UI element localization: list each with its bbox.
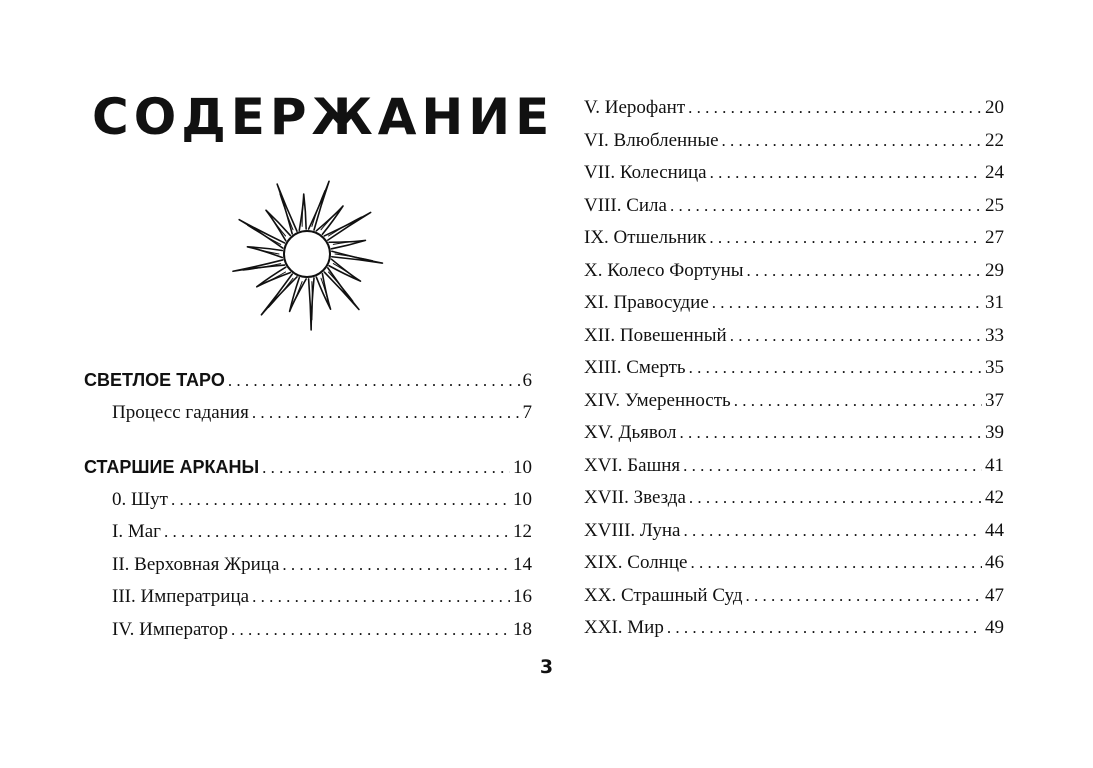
sun-ray	[316, 274, 330, 309]
toc-entry-page-number: 27	[985, 227, 1004, 248]
sun-ornament-icon	[229, 176, 385, 332]
toc-entry[interactable]	[84, 397, 532, 430]
toc-entry[interactable]	[584, 92, 1004, 125]
page-number: 3	[539, 656, 554, 678]
dot-leader	[688, 92, 982, 125]
dot-leader	[679, 417, 982, 450]
toc-entry-page-number: 31	[985, 292, 1004, 313]
toc-entry-title: XIV. Умеренность	[584, 389, 731, 411]
toc-entry-page-number: 14	[513, 553, 532, 575]
toc-entry-title: XIX. Солнце	[584, 552, 688, 573]
toc-entry-title: XVI. Башня	[584, 454, 681, 476]
dot-leader	[710, 157, 982, 190]
dot-leader	[709, 222, 982, 255]
dot-leader	[734, 385, 982, 418]
toc-entry-page-number: 42	[985, 487, 1004, 508]
dot-leader	[282, 549, 510, 582]
toc-entry[interactable]	[584, 482, 1004, 515]
toc-entry-page-number: 39	[985, 422, 1004, 443]
sun-disc	[284, 231, 330, 277]
toc-entry[interactable]	[584, 157, 1004, 190]
toc-entry-page-number: 24	[985, 162, 1004, 183]
toc-right-column	[584, 92, 1004, 645]
toc-entry-page-number: 22	[985, 129, 1004, 151]
toc-entry-page-number: 25	[985, 194, 1004, 216]
toc-entry[interactable]	[584, 547, 1004, 580]
toc-entry-page-number: 37	[985, 389, 1004, 411]
toc-entry[interactable]	[84, 516, 532, 549]
dot-leader	[683, 450, 982, 483]
sun-ray	[247, 247, 282, 258]
dot-leader	[689, 352, 982, 385]
dot-leader	[712, 287, 982, 320]
sun-ray-line	[268, 278, 293, 307]
toc-entry-page-number: 6	[522, 370, 532, 391]
toc-entry-title: XXI. Мир	[584, 617, 664, 638]
toc-entry[interactable]	[584, 320, 1004, 353]
toc-entry-title: XII. Повешенный	[584, 324, 727, 346]
toc-entry[interactable]	[584, 385, 1004, 418]
toc-entry-title: СВЕТЛОЕ ТАРО	[84, 370, 225, 390]
toc-entry-page-number: 18	[513, 618, 532, 640]
toc-entry-page-number: 35	[985, 357, 1004, 378]
toc-entry-title: XX. Страшный Суд	[584, 584, 743, 606]
toc-entry-title: 0. Шут	[112, 488, 168, 510]
toc-entry[interactable]	[584, 255, 1004, 288]
toc-entry-title: XV. Дьявол	[584, 422, 677, 443]
toc-entry[interactable]	[584, 287, 1004, 320]
toc-entry-title: IX. Отшельник	[584, 227, 707, 248]
dot-leader	[164, 516, 510, 549]
toc-entry-page-number: 46	[985, 552, 1004, 573]
dot-leader	[262, 452, 510, 485]
toc-entry-page-number: 33	[985, 324, 1004, 346]
toc-entry[interactable]	[584, 612, 1004, 645]
toc-entry[interactable]	[84, 484, 532, 517]
toc-entry-page-number: 12	[513, 521, 532, 542]
dot-leader	[667, 612, 982, 645]
toc-entry[interactable]	[584, 515, 1004, 548]
toc-entry-page-number: 16	[513, 586, 532, 607]
dot-leader	[690, 547, 982, 580]
toc-entry-page-number: 10	[513, 488, 532, 510]
dot-leader	[730, 320, 982, 353]
toc-entry-page-number: 41	[985, 454, 1004, 476]
toc-entry-title: VIII. Сила	[584, 194, 667, 216]
toc-entry-title: XIII. Смерть	[584, 357, 686, 378]
toc-entry[interactable]	[84, 581, 532, 614]
toc-entry[interactable]	[584, 125, 1004, 158]
toc-entry-title: СТАРШИЕ АРКАНЫ	[84, 457, 260, 477]
toc-entry-title: V. Иерофант	[584, 97, 686, 118]
sun-ray	[277, 184, 297, 234]
dot-leader	[171, 484, 510, 517]
sun-ray-line	[248, 225, 281, 244]
toc-entry[interactable]	[584, 222, 1004, 255]
dot-leader	[746, 580, 983, 613]
toc-entry-title: IV. Император	[112, 618, 228, 640]
toc-entry-page-number: 29	[985, 259, 1004, 281]
toc-entry-page-number: 44	[985, 519, 1004, 541]
sun-ray	[233, 260, 285, 271]
toc-entry[interactable]	[84, 549, 532, 582]
toc-entry-page-number: 10	[513, 457, 532, 478]
toc-entry-title: VII. Колесница	[584, 162, 707, 183]
toc-entry-title: XVIII. Луна	[584, 519, 681, 541]
sun-ray	[309, 278, 314, 330]
dot-leader	[670, 190, 982, 223]
dot-leader	[747, 255, 982, 288]
toc-entry-title: X. Колесо Фортуны	[584, 259, 744, 281]
toc-entry-page-number: 49	[985, 617, 1004, 638]
dot-leader	[722, 125, 982, 158]
dot-leader	[683, 515, 982, 548]
toc-entry[interactable]	[584, 580, 1004, 613]
toc-spacer	[84, 429, 532, 451]
toc-entry[interactable]	[584, 352, 1004, 385]
toc-entry-title: II. Верховная Жрица	[112, 553, 280, 575]
dot-leader	[252, 581, 510, 614]
toc-entry-title: XI. Правосудие	[584, 292, 709, 313]
toc-section-entry[interactable]	[84, 364, 532, 397]
dot-leader	[252, 397, 520, 430]
toc-entry-title: I. Маг	[112, 521, 161, 542]
toc-entry-title: Процесс гадания	[112, 401, 249, 423]
toc-left-column	[84, 364, 532, 646]
dot-leader	[689, 482, 982, 515]
toc-entry-page-number: 7	[522, 401, 532, 423]
toc-entry[interactable]	[584, 450, 1004, 483]
page-title: СОДЕРЖАНИЕ	[92, 88, 555, 146]
toc-entry-page-number: 20	[985, 97, 1004, 118]
toc-entry-title: III. Императрица	[112, 586, 250, 607]
sun-ray-line	[312, 190, 325, 226]
dot-leader	[228, 365, 520, 398]
toc-entry-title: XVII. Звезда	[584, 487, 686, 508]
sun-ray-line	[280, 194, 293, 230]
toc-entry[interactable]	[584, 190, 1004, 223]
toc-entry-page-number: 47	[985, 584, 1004, 606]
toc-entry[interactable]	[84, 614, 532, 647]
dot-leader	[231, 614, 510, 647]
toc-entry[interactable]	[584, 417, 1004, 450]
toc-section-entry[interactable]	[84, 451, 532, 484]
toc-entry-title: VI. Влюбленные	[584, 129, 719, 151]
